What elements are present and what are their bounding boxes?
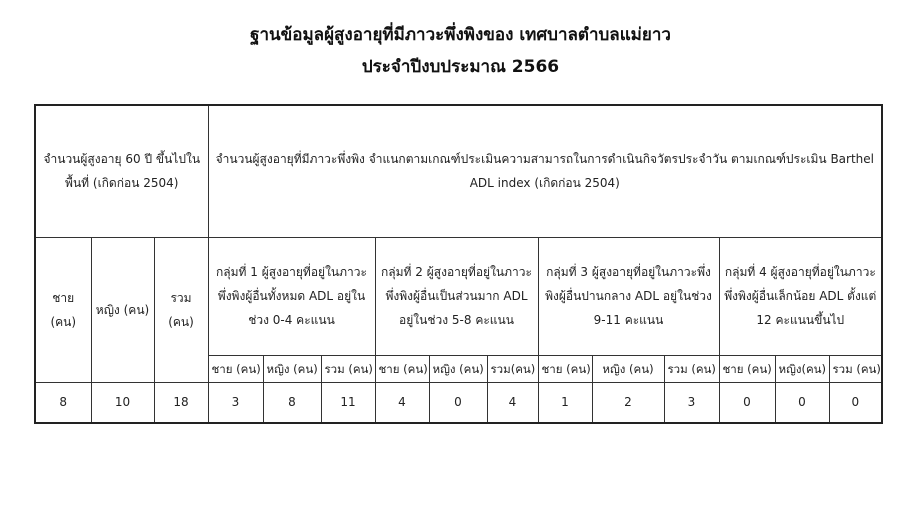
group-2-female-label: หญิง (คน) (429, 355, 487, 382)
total-female-label: หญิง (คน) (91, 237, 154, 382)
group-2-header: กลุ่มที่ 2 ผู้สูงอายุที่อยู่ในภาวะพึ่งพิงผู้อื่นเป็นส่วนมาก ADL อยู่ในช่วง 5-8 คะแนน (375, 237, 538, 355)
group-header-row (35, 237, 882, 355)
group-1-sum-label: รวม (คน) (321, 355, 375, 382)
group-1-male-label: ชาย (คน) (208, 355, 263, 382)
group-3-sum-label: รวม (คน) (664, 355, 719, 382)
elderly-dependency-table (34, 104, 883, 424)
group-1-male-value: 3 (208, 382, 263, 423)
group-4-sum-label: รวม (คน) (829, 355, 882, 382)
group-3-header: กลุ่มที่ 3 ผู้สูงอายุที่อยู่ในภาวะพึ่งพิงผู้อื่นปานกลาง ADL อยู่ในช่วง 9-11 คะแนน (538, 237, 719, 355)
total-sum-value: 18 (154, 382, 208, 423)
group-3-male-label: ชาย (คน) (538, 355, 592, 382)
group-3-female-label: หญิง (คน) (592, 355, 664, 382)
total-male-label: ชาย (คน) (35, 237, 91, 382)
group-1-header: กลุ่มที่ 1 ผู้สูงอายุที่อยู่ในภาวะพึ่งพิงผู้อื่นทั้งหมด ADL อยู่ในช่วง 0-4 คะแนน (208, 237, 375, 355)
group-4-male-value: 0 (719, 382, 775, 423)
group-2-male-value: 4 (375, 382, 429, 423)
group-2-male-label: ชาย (คน) (375, 355, 429, 382)
page-subtitle: ประจำปีงบประมาณ 2566 (361, 57, 560, 77)
group-2-female-value: 0 (429, 382, 487, 423)
group-3-male-value: 1 (538, 382, 592, 423)
group-4-female-label: หญิง(คน) (775, 355, 829, 382)
group-1-sum-value: 11 (321, 382, 375, 423)
group-1-female-value: 8 (263, 382, 321, 423)
group-4-sum-value: 0 (829, 382, 882, 423)
header-row (35, 105, 882, 237)
total-female-value: 10 (91, 382, 154, 423)
total-sum-label: รวม (คน) (154, 237, 208, 382)
group-3-sum-value: 3 (664, 382, 719, 423)
group-3-female-value: 2 (592, 382, 664, 423)
value-row (35, 382, 882, 423)
group-2-sum-value: 4 (487, 382, 538, 423)
dependent-elderly-header: จำนวนผู้สูงอายุที่มีภาวะพึ่งพิง จำแนกตามเกณฑ์ประเมินความสามารถในการดำเนินกิจวัตรประจำวัน ตามเกณฑ์ประเมิน Barthel ADL index (เกิดก่อน 2504) (208, 105, 882, 237)
group-4-male-label: ชาย (คน) (719, 355, 775, 382)
group-4-header: กลุ่มที่ 4 ผู้สูงอายุที่อยู่ในภาวะพึ่งพิงผู้อื่นเล็กน้อย ADL ตั้งแต่ 12 คะแนนขึ้นไป (719, 237, 882, 355)
page-title: ฐานข้อมูลผู้สูงอายุที่มีภาวะพึ่งพิงของ เทศบาลตำบลแม่ยาว (250, 25, 671, 45)
group-4-female-value: 0 (775, 382, 829, 423)
total-elderly-header: จำนวนผู้สูงอายุ 60 ปี ขึ้นไปในพื้นที่ (เกิดก่อน 2504) (35, 105, 208, 237)
group-2-sum-label: รวม(คน) (487, 355, 538, 382)
group-1-female-label: หญิง (คน) (263, 355, 321, 382)
total-male-value: 8 (35, 382, 91, 423)
